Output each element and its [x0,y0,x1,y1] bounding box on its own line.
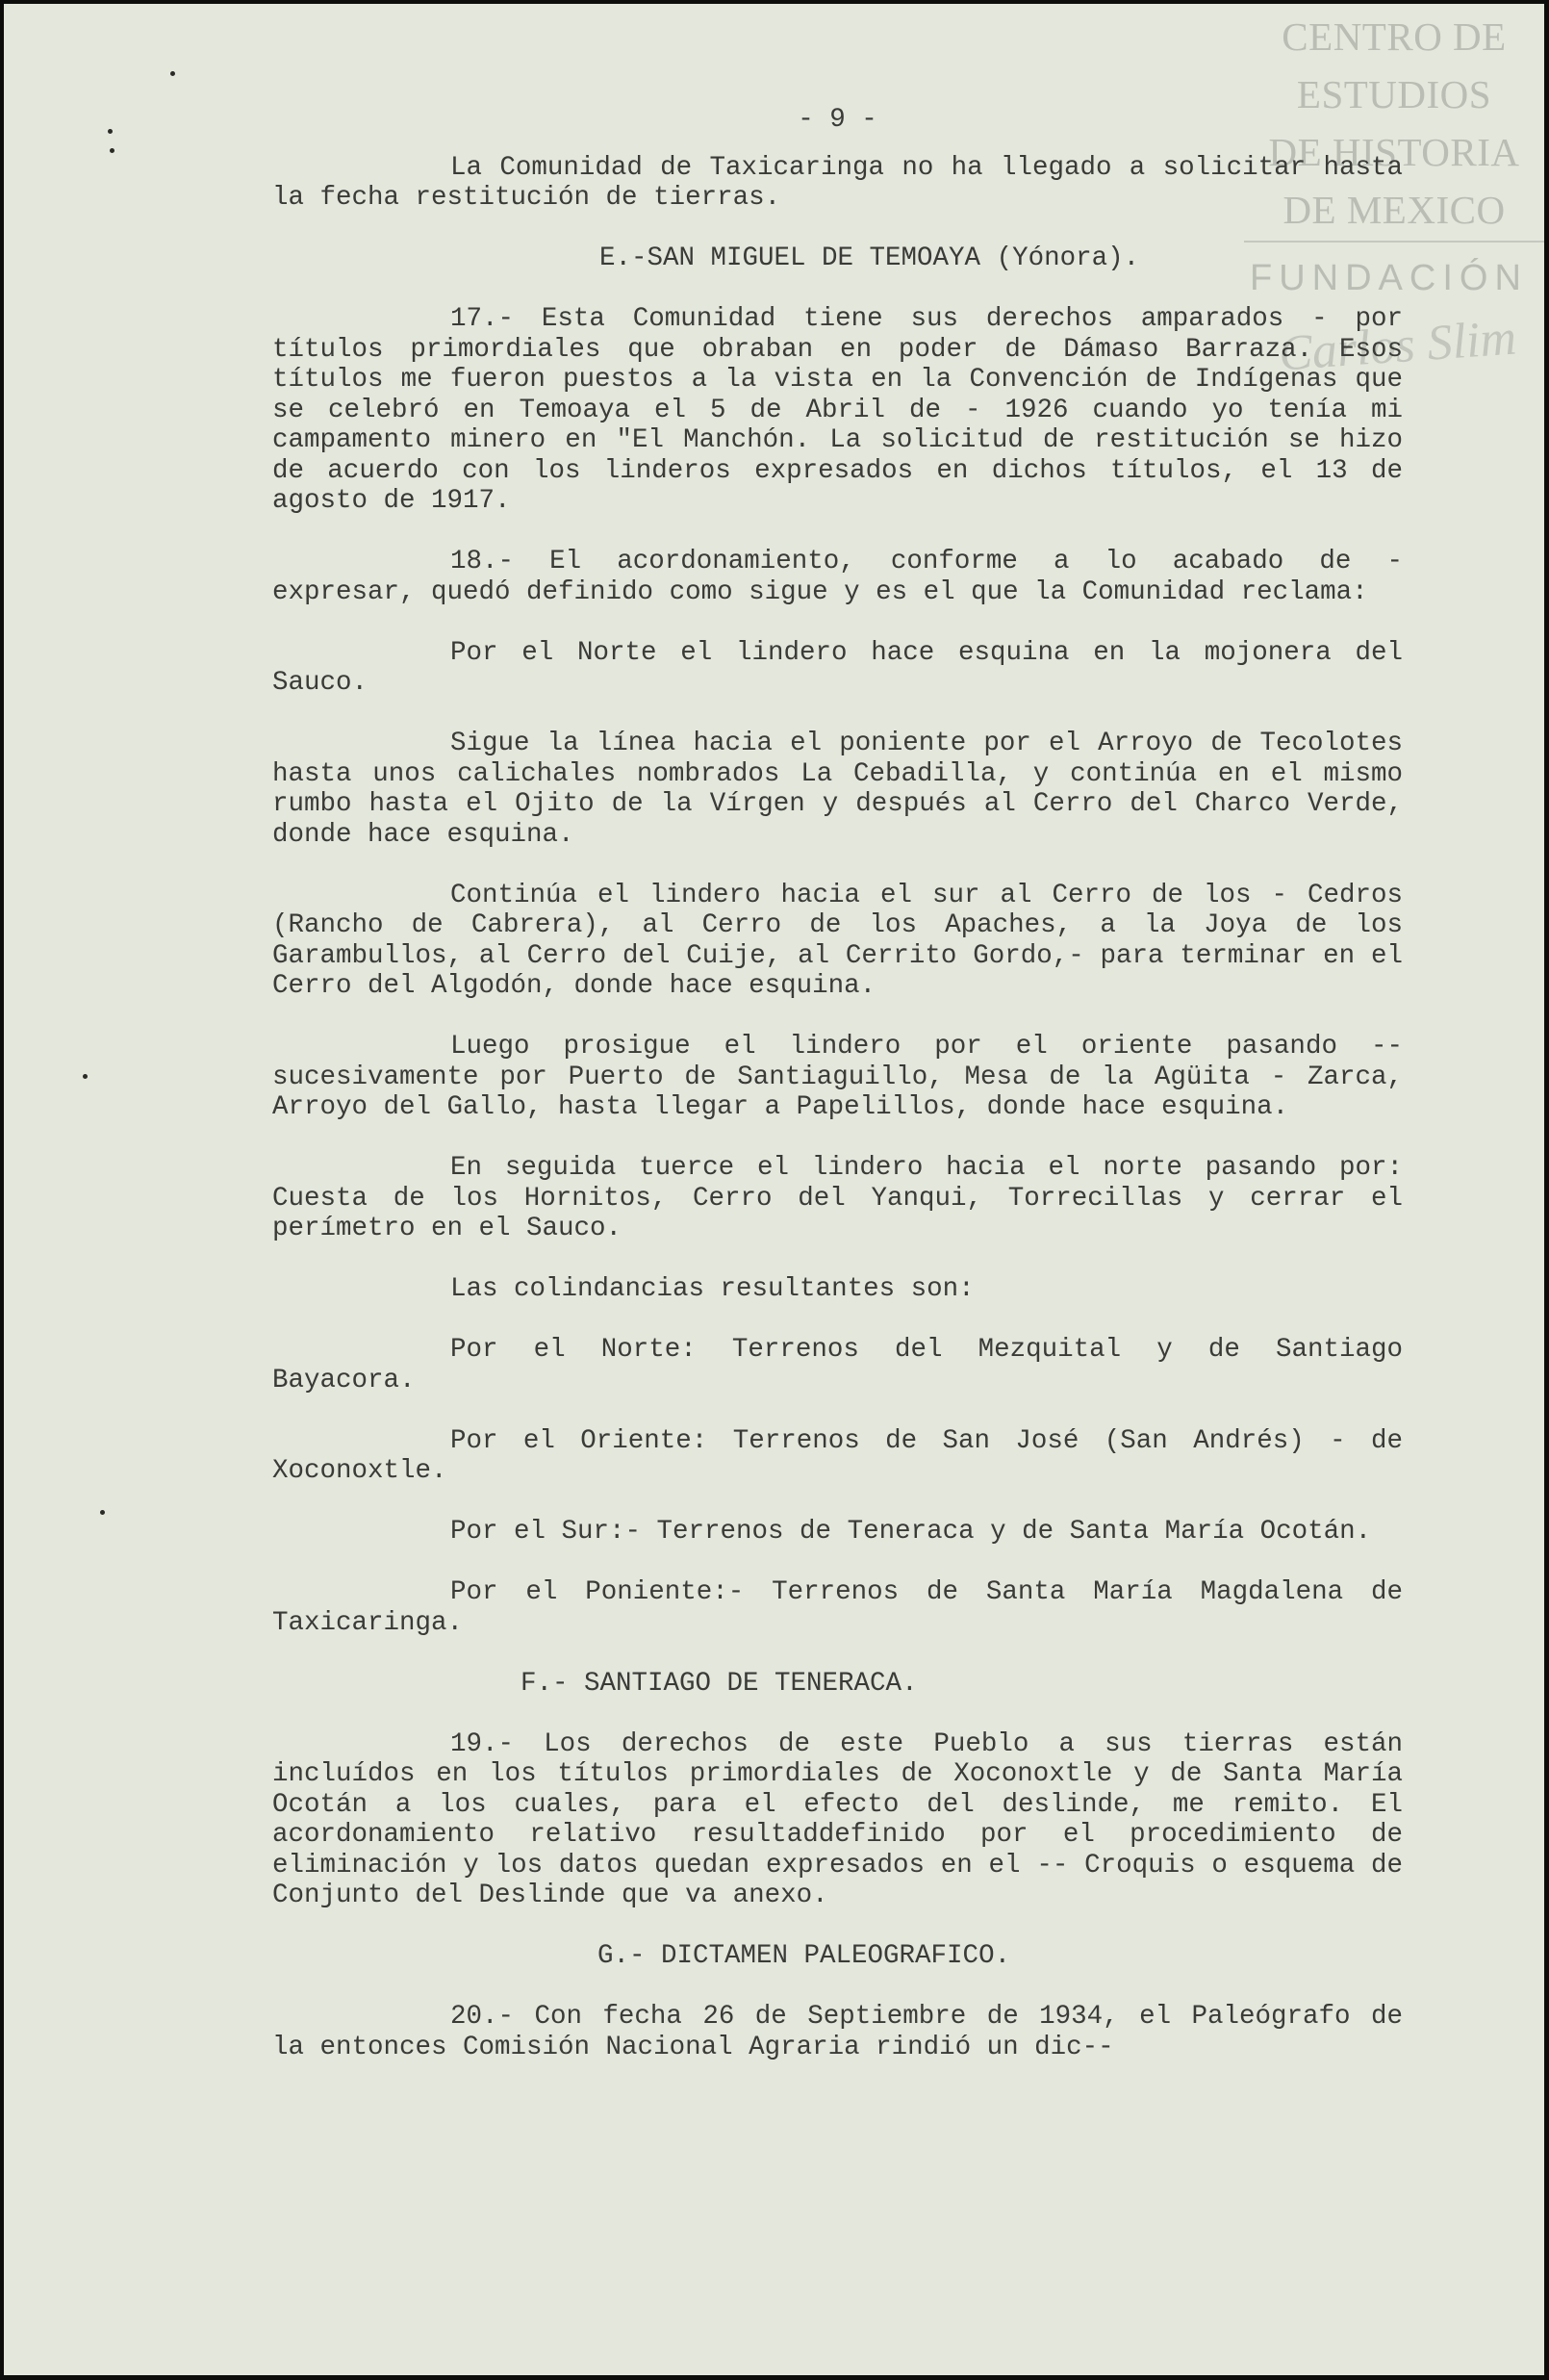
paragraph-col-poniente: Por el Poniente:- Terrenos de Santa María Magdalena de Taxicaringa. [272,1577,1403,1638]
section-heading-g: G.- DICTAMEN PALEOGRAFICO. [597,1941,1011,1971]
watermark-foundation: FUNDACIÓN [1250,258,1528,298]
paragraph-18: 18.- El acordonamiento, conforme a lo acabado de - expresar, quedó definido como sigue y es el que la Comunidad reclama: [272,547,1403,607]
paper-speck [83,1074,88,1079]
paragraph-17: 17.- Esta Comunidad tiene sus derechos amparados - por títulos primordiales que obraban en poder de Dámaso Barraza. Esos títulos me fueron puestos a la vista en la Convención de Indígenas que se celebró en Temoaya el 5 de Abril de - 1926 cuando yo tenía mi campamento minero en "El Manchón. La solicitud de restitución se hizo de acuerdo con los linderos expresados en dichos títulos, el 13 de agosto de 1917. [272,304,1403,516]
paragraph-sur-linea: Continúa el lindero hacia el sur al Cerro de los - Cedros (Rancho de Cabrera), al Cerro de los Apaches, a la Joya de los Garambullos, al Cerro del Cuije, al Cerrito Gordo,- para terminar en el Cerro del Algodón, donde hace esquina. [272,880,1403,1001]
paragraph-taxicaringa: La Comunidad de Taxicaringa no ha llegado a solicitar hasta la fecha restitución de tierras. [272,152,1403,213]
typed-text-body [272,105,1403,2093]
paragraph-col-sur: Por el Sur:- Terrenos de Teneraca y de Santa María Ocotán. [450,1517,1372,1547]
paper-speck [108,129,113,134]
watermark-signature: Carlos Slim [1277,310,1518,382]
paragraph-norte: Por el Norte el lindero hace esquina en la mojonera del Sauco. [272,637,1403,698]
paper-speck [110,148,114,153]
section-heading-e: E.-SAN MIGUEL DE TEMOAYA (Yónora). [599,243,1140,273]
paragraph-colindancias: Las colindancias resultantes son: [450,1274,975,1304]
paragraph-19: 19.- Los derechos de este Pueblo a sus tierras están incluídos en los títulos primordiales de Xoconoxtle y de Santa María Ocotán a los cuales, para el efecto del deslinde, me remito. El acordonamiento relativo resultaddefinido por el procedimiento de eliminación y los datos quedan expresados en el -- Croquis o esquema de Conjunto del Deslinde que va anexo. [272,1728,1403,1910]
paper-speck [170,71,175,76]
paper-speck [100,1510,105,1515]
page-number: - 9 - [798,105,877,135]
paragraph-20: 20.- Con fecha 26 de Septiembre de 1934, el Paleógrafo de la entonces Comisión Nacional Agraria rindió un dic-- [272,2002,1403,2062]
paragraph-col-norte: Por el Norte: Terrenos del Mezquital y de Santiago Bayacora. [272,1335,1403,1395]
paragraph-poniente-linea: Sigue la línea hacia el poniente por el Arroyo de Tecolotes hasta unos calichales nombrados La Cebadilla, y continúa en el mismo rumbo hasta el Ojito de la Vírgen y después al Cerro del Charco Verde, donde hace esquina. [272,729,1403,850]
document-page [4,4,1544,2375]
paragraph-oriente-linea: Luego prosigue el lindero por el oriente pasando -- sucesivamente por Puerto de Santiaguillo, Mesa de la Agüita - Zarca, Arroyo del Gallo, hasta llegar a Papelillos, donde hace esquina. [272,1032,1403,1122]
paragraph-col-oriente: Por el Oriente: Terrenos de San José (San Andrés) - de Xoconoxtle. [272,1425,1403,1486]
paragraph-norte-linea: En seguida tuerce el lindero hacia el norte pasando por: Cuesta de los Hornitos, Cerro del Yanqui, Torrecillas y cerrar el perímetro en el Sauco. [272,1153,1403,1243]
watermark-institution: CENTRO DE ESTUDIOS DE HISTORIA DE MEXICO [1268,14,1520,232]
section-heading-f: F.- SANTIAGO DE TENERACA. [521,1668,918,1699]
